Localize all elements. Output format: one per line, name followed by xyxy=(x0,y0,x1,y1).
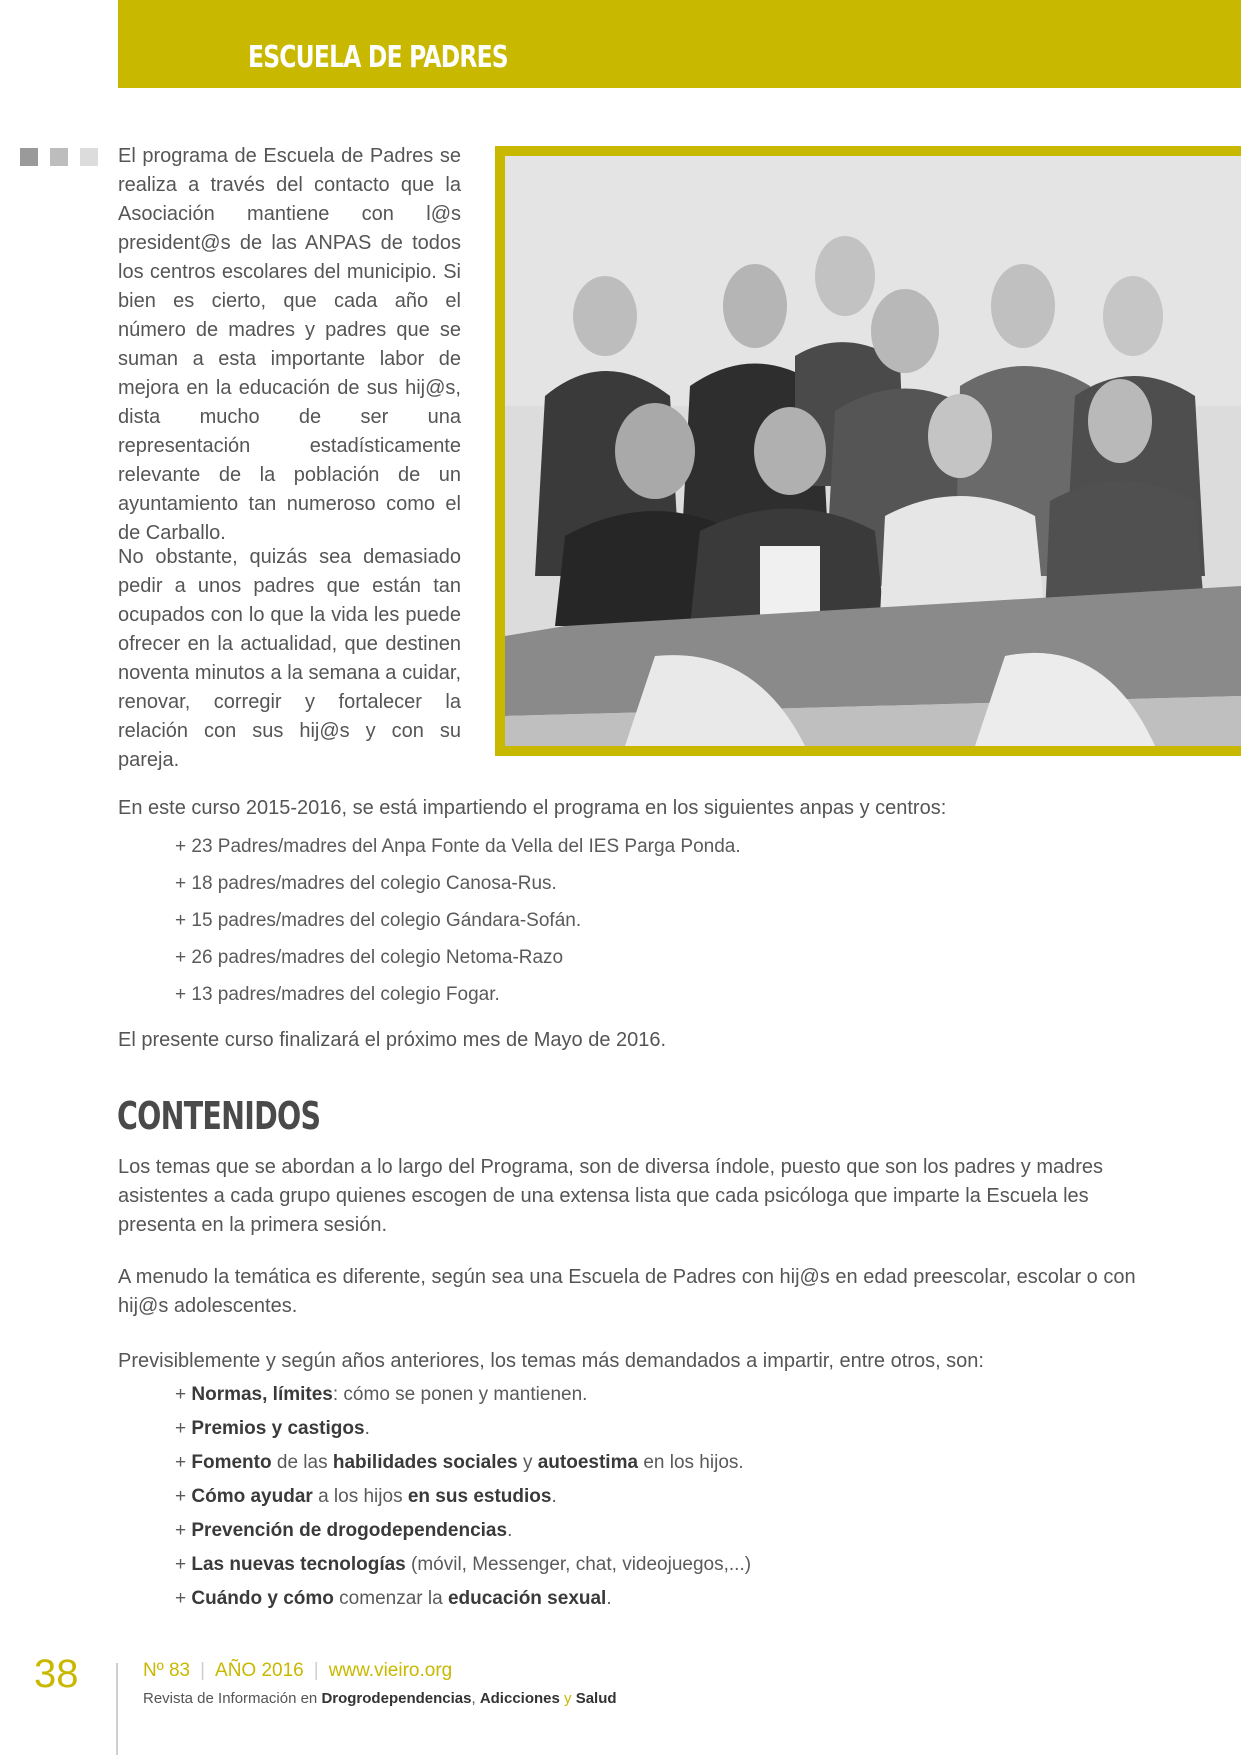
list-item: + 26 padres/madres del colegio Netoma-Razo xyxy=(175,947,564,968)
intro-paragraph-2: No obstante, quizás sea demasiado pedir a unos padres que están tan ocupados con lo que la vida les puede ofrecer en la actualidad, que destinen noventa minutos a la semana a cuidar, renovar, corregir y fortalecer la relación con sus hij@s y con su pareja. xyxy=(118,546,461,771)
issue-year: AÑO 2016 xyxy=(215,1660,304,1681)
list-item: + Cómo ayudar a los hijos en sus estudios. xyxy=(175,1486,557,1507)
page-number: 38 xyxy=(34,1652,79,1696)
list-item: + 15 padres/madres del colegio Gándara-Sofán. xyxy=(175,910,582,931)
square-dark xyxy=(20,148,38,166)
intro-paragraph-1: El programa de Escuela de Padres se realiza a través del contacto que la Asociación mantiene con l@s president@s de las ANPAS de todos los centros escolares del municipio. Si bien es cierto, que cada año el número de madres y padres que se suman a esta importante labor de mejora en la educación de sus hij@s, dista mucho de ser una representación estadísticamente relevante de la población de un ayuntamiento tan numeroso como el de Carballo. xyxy=(118,145,461,544)
separator: | xyxy=(200,1660,206,1681)
list-item: + Prevención de drogodependencias. xyxy=(175,1520,513,1541)
contenidos-paragraph-2: A menudo la temática es diferente, según sea una Escuela de Padres con hij@s en edad preescolar, escolar o con hij@s adolescentes. xyxy=(118,1266,1136,1317)
footer-subtitle: Revista de Información en Drogrodependencias, Adicciones y Salud xyxy=(143,1690,617,1707)
course-closing: El presente curso finalizará el próximo mes de Mayo de 2016. xyxy=(118,1029,667,1051)
course-list xyxy=(175,832,741,1017)
list-item: + Fomento de las habilidades sociales y autoestima en los hijos. xyxy=(175,1452,744,1473)
group-photo xyxy=(505,156,1241,746)
section-header-title: ESCUELA DE PADRES xyxy=(248,40,508,75)
website-link[interactable]: www.vieiro.org xyxy=(328,1660,453,1681)
square-light xyxy=(80,148,98,166)
separator: | xyxy=(313,1660,319,1681)
contenidos-paragraph-1: Los temas que se abordan a lo largo del Programa, son de diversa índole, puesto que son los padres y madres asistentes a cada grupo quienes escogen de una extensa lista que cada psicóloga que imparte la Escuela les presenta en la primera sesión. xyxy=(118,1156,1104,1236)
footer-issue-line xyxy=(143,1660,452,1682)
list-item: + Cuándo y cómo comenzar la educación sexual. xyxy=(175,1588,612,1609)
topics-list xyxy=(175,1380,751,1618)
list-item: + 18 padres/madres del colegio Canosa-Rus. xyxy=(175,873,557,894)
course-intro: En este curso 2015-2016, se está impartiendo el programa en los siguientes anpas y centros: xyxy=(118,797,947,819)
list-item: + Las nuevas tecnologías (móvil, Messenger, chat, videojuegos,...) xyxy=(175,1554,752,1575)
contenidos-paragraph-3: Previsiblemente y según años anteriores, los temas más demandados a impartir, entre otros, son: xyxy=(118,1350,984,1372)
footer-divider xyxy=(116,1663,118,1755)
list-item: + 13 padres/madres del colegio Fogar. xyxy=(175,984,500,1005)
contenidos-title: CONTENIDOS xyxy=(117,1094,321,1138)
list-item: + 23 Padres/madres del Anpa Fonte da Vella del IES Parga Ponda. xyxy=(175,836,741,857)
photo-frame xyxy=(495,146,1241,756)
issue-number: Nº 83 xyxy=(143,1660,191,1681)
group-photo-illustration xyxy=(505,156,1241,746)
square-medium xyxy=(50,148,68,166)
list-item: + Premios y castigos. xyxy=(175,1418,370,1439)
list-item: + Normas, límites: cómo se ponen y mantienen. xyxy=(175,1384,588,1405)
